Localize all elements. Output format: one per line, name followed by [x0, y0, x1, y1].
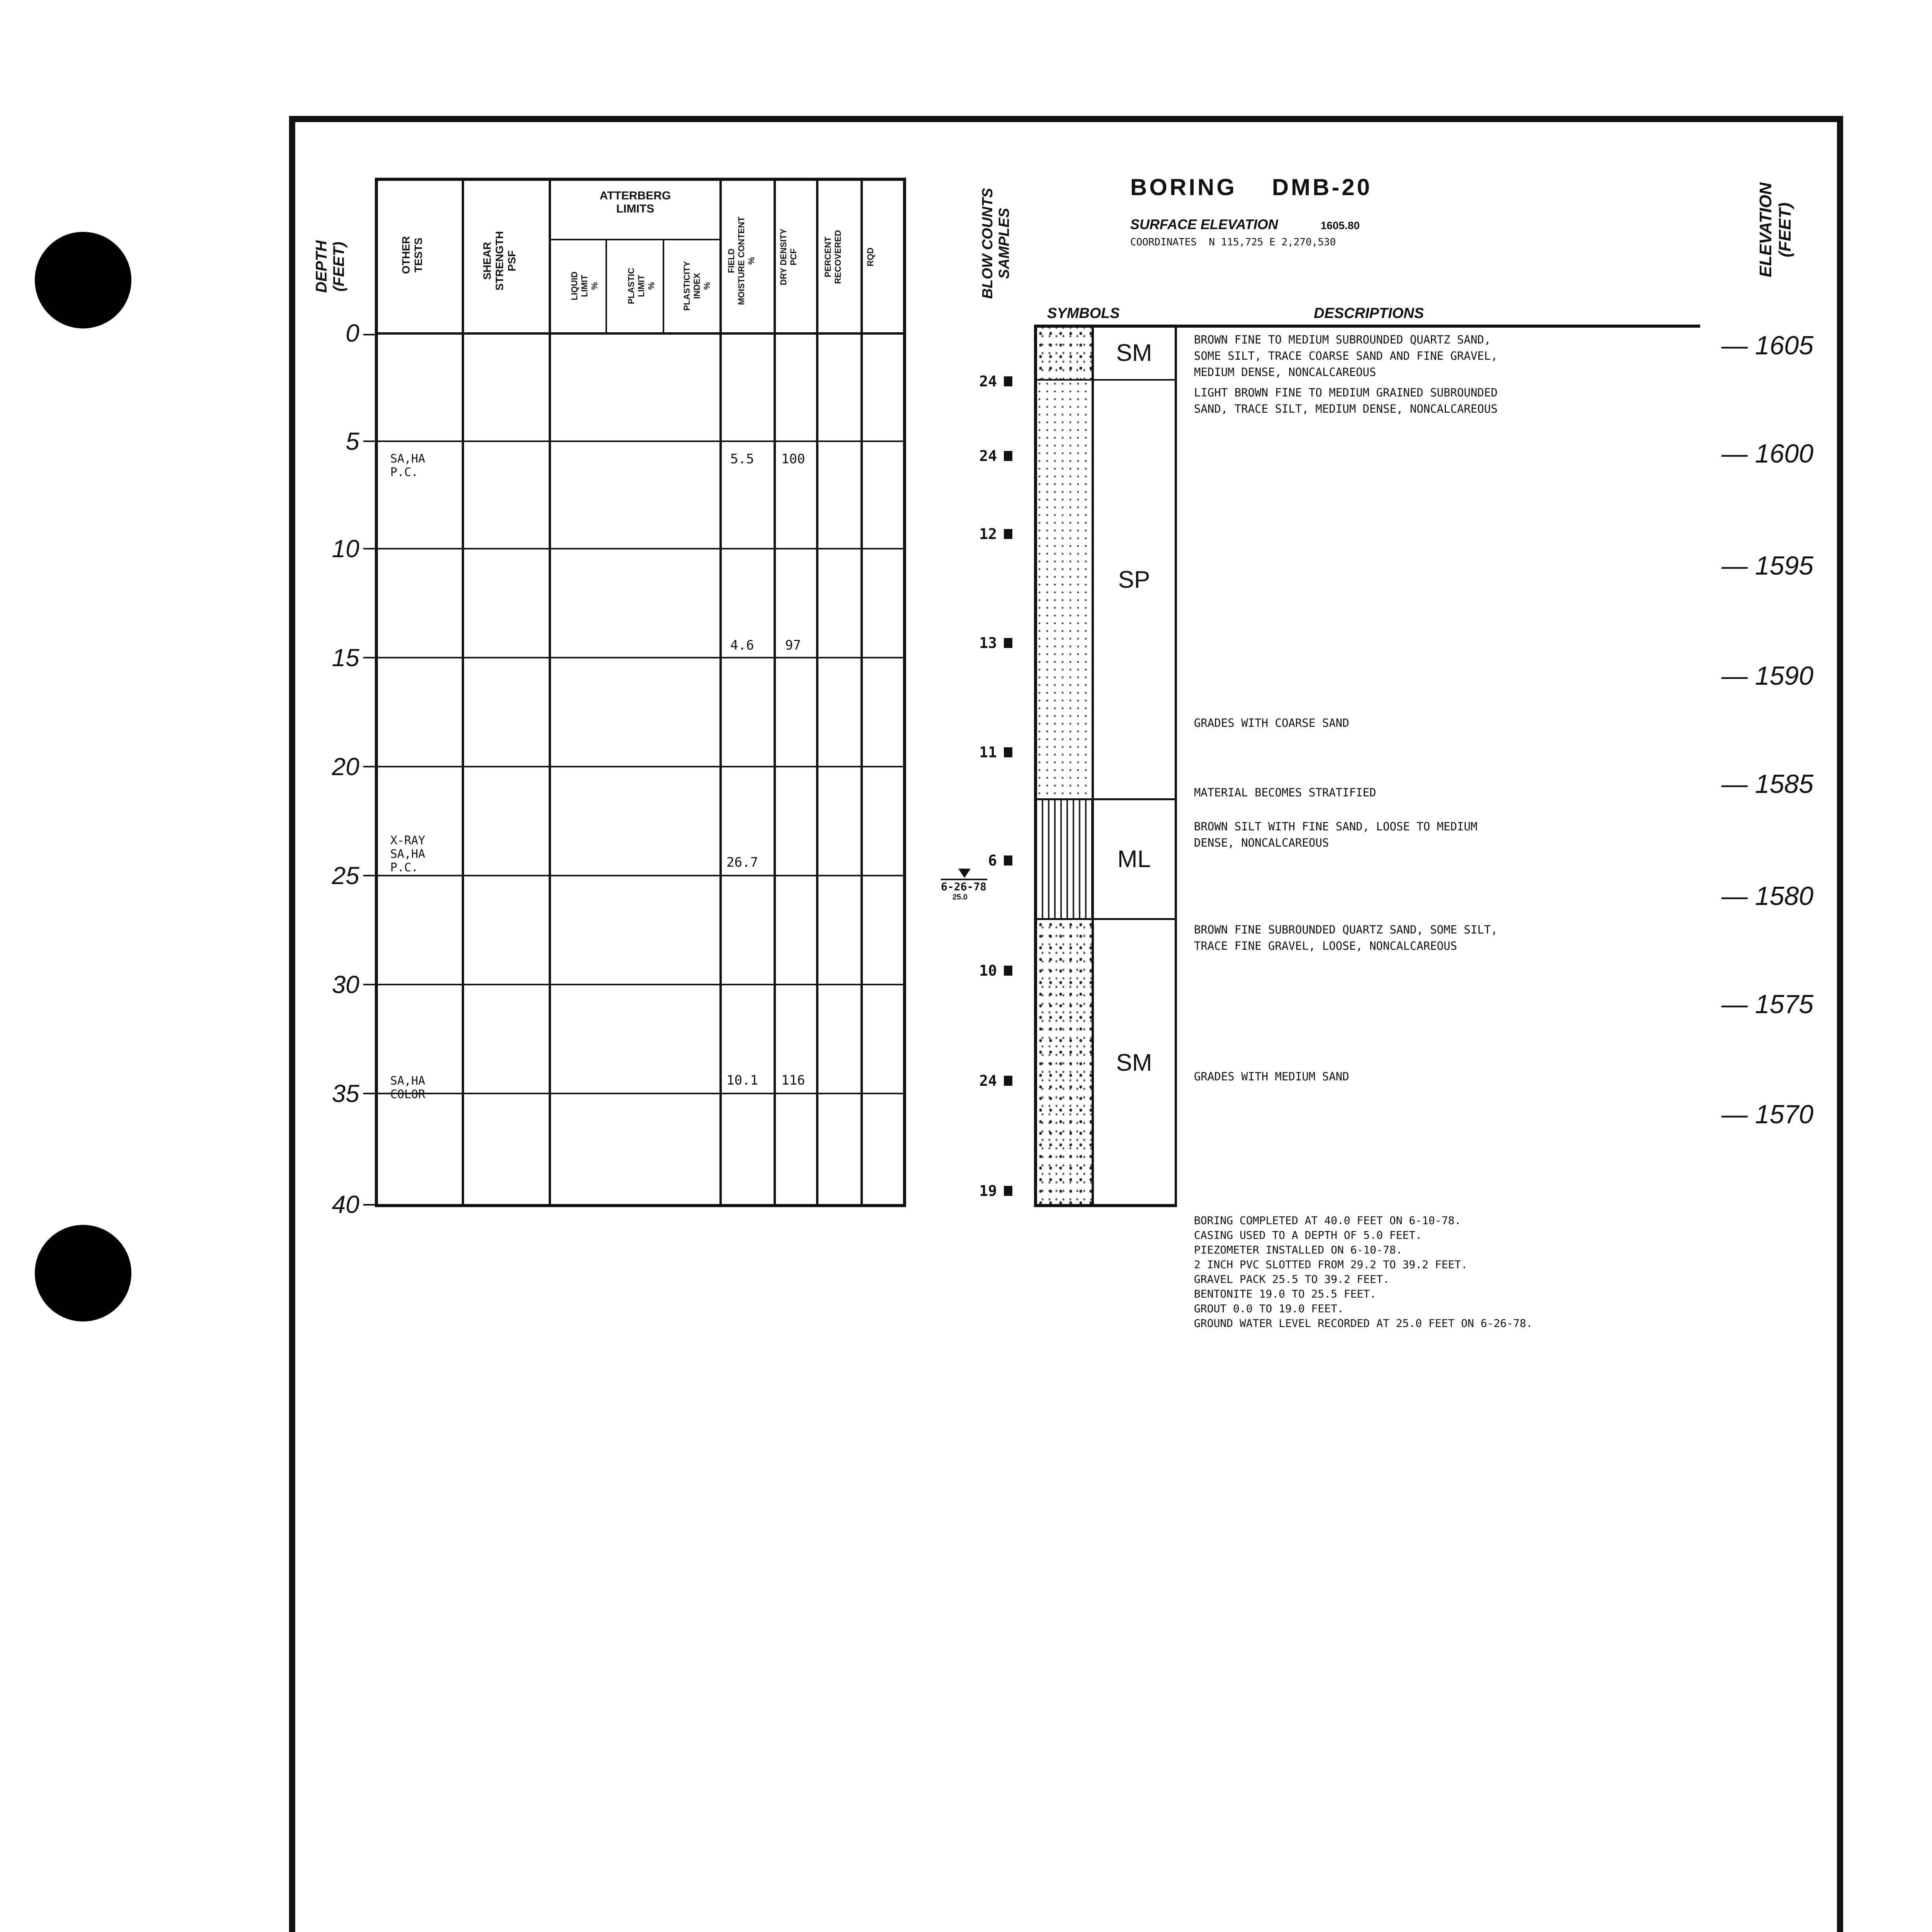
descriptions-header: DESCRIPTIONS [1314, 305, 1424, 321]
shear-strength-header: SHEAR STRENGTH PSF [481, 231, 518, 291]
blow-counts-header: BLOW COUNTS SAMPLES [980, 188, 1012, 299]
water-level-depth: 25.0 [952, 893, 968, 901]
depth-tick-40: 40 [332, 1190, 359, 1218]
water-level-triangle-icon [958, 869, 971, 878]
test-row-4-tests: SA,HA COLOR [390, 1074, 425, 1101]
water-level-marker [941, 869, 991, 902]
test-row-3-moisture: 26.7 [726, 855, 758, 870]
description-3: GRADES WITH COARSE SAND [1194, 716, 1349, 730]
description-1: BROWN FINE TO MEDIUM SUBROUNDED QUARTZ SAND, SOME SILT, TRACE COARSE SAND AND FINE GRAVEL, MEDIUM DENSE, NONCALCAREOUS [1194, 333, 1498, 379]
elevation-tick-1605: — 1605 [1721, 331, 1814, 360]
boring-title: BORING DMB-20 [1130, 174, 1372, 200]
soil-pattern-sp [1036, 380, 1092, 799]
depth-header: DEPTH (FEET) [313, 240, 347, 293]
description-5: BROWN SILT WITH FINE SAND, LOOSE TO MEDIUM DENSE, NONCALCAREOUS [1194, 820, 1478, 849]
soil-pattern-ml [1036, 799, 1092, 919]
symbols-header: SYMBOLS [1047, 305, 1120, 321]
blow-count-8: 24 [951, 1072, 1012, 1089]
test-row-3-tests: X-RAY SA,HA P.C. [390, 834, 425, 874]
dry-density-header: DRY DENSITY PCF [779, 228, 798, 286]
depth-tick-5: 5 [345, 427, 359, 455]
elevation-tick-1575: — 1575 [1721, 990, 1814, 1019]
elevation-tick-1570: — 1570 [1721, 1100, 1814, 1129]
depth-tick-30: 30 [332, 971, 359, 998]
depth-tick-35: 35 [332, 1080, 359, 1107]
boring-notes: BORING COMPLETED AT 40.0 FEET ON 6-10-78. CASING USED TO A DEPTH OF 5.0 FEET. PIEZOMETER INSTALLED ON 6-10-78. 2 INCH PVC SLOTTED FROM 29.2 TO 39.2 FEET. GRAVEL PACK 25.5 TO 39.2 FEET. BENTONITE 19.0 TO 25.5 FEET. GROUT 0.0 TO 19.0 FEET. GROUND WATER LEVEL RECORDED AT 25.0 FEET ON 6-26-78. [1194, 1214, 1533, 1330]
depth-tick-20: 20 [332, 753, 359, 781]
description-4: MATERIAL BECOMES STRATIFIED [1194, 786, 1376, 799]
test-row-4-density: 116 [781, 1073, 805, 1088]
rqd-header: RQD [866, 247, 875, 267]
test-row-4-moisture: 10.1 [726, 1073, 758, 1088]
depth-tick-25: 25 [332, 862, 359, 889]
other-tests-header: OTHER TESTS [400, 236, 424, 274]
atterberg-limits-header: ATTERBERG LIMITS [599, 189, 671, 215]
binder-hole-middle [35, 1225, 131, 1321]
depth-tick-0: 0 [345, 319, 359, 347]
blow-count-4: 13 [951, 634, 1012, 651]
description-6: BROWN FINE SUBROUNDED QUARTZ SAND, SOME SILT, TRACE FINE GRAVEL, LOOSE, NONCALCAREOUS [1194, 923, 1498, 952]
blow-count-7: 10 [951, 962, 1012, 979]
plastic-limit-header: PLASTIC LIMIT % [626, 267, 656, 304]
soil-label-sp: SP [1118, 566, 1150, 593]
elevation-tick-1600: — 1600 [1721, 439, 1814, 468]
blow-count-2: 24 [951, 447, 1012, 464]
soil-label-sm-2: SM [1116, 1049, 1152, 1076]
elevation-tick-1585: — 1585 [1721, 769, 1814, 799]
test-row-1-moisture: 5.5 [730, 451, 754, 467]
blow-count-3: 12 [951, 526, 1012, 543]
elevation-tick-1595: — 1595 [1721, 551, 1814, 580]
elevation-tick-1590: — 1590 [1721, 661, 1814, 690]
blow-count-5: 11 [951, 744, 1012, 761]
test-row-1-tests: SA,HA P.C. [390, 452, 425, 479]
coordinates: COORDINATES N 115,725 E 2,270,530 [1130, 236, 1336, 248]
depth-tick-10: 10 [332, 535, 359, 563]
moisture-content-header: FIELD MOISTURE CONTENT % [726, 216, 756, 305]
blow-count-9: 19 [951, 1182, 1012, 1199]
liquid-limit-header: LIQUID LIMIT % [570, 271, 599, 301]
binder-hole-top [35, 232, 131, 328]
blow-count-1: 24 [951, 373, 1012, 390]
elevation-header: ELEVATION (FEET) [1756, 182, 1794, 277]
soil-pattern-sm-1 [1036, 328, 1092, 380]
blow-count-6: 6 [951, 852, 1012, 869]
surface-elevation: SURFACE ELEVATION 1605.80 [1130, 216, 1360, 232]
description-7: GRADES WITH MEDIUM SAND [1194, 1070, 1349, 1083]
test-row-2-moisture: 4.6 [730, 638, 754, 653]
test-row-2-density: 97 [785, 638, 801, 653]
test-row-1-density: 100 [781, 451, 805, 467]
percent-recovered-header: PERCENT RECOVERED [823, 230, 843, 284]
soil-label-ml: ML [1117, 846, 1151, 872]
elevation-tick-1580: — 1580 [1721, 881, 1814, 911]
water-level-date: 6-26-78 [941, 880, 987, 893]
soil-label-sm-1: SM [1116, 340, 1152, 366]
plasticity-index-header: PLASTICITY INDEX % [682, 261, 712, 311]
soil-pattern-sm-2 [1036, 919, 1092, 1204]
depth-tick-15: 15 [332, 644, 359, 672]
description-2: LIGHT BROWN FINE TO MEDIUM GRAINED SUBROUNDED SAND, TRACE SILT, MEDIUM DENSE, NONCALCAREOUS [1194, 386, 1498, 415]
